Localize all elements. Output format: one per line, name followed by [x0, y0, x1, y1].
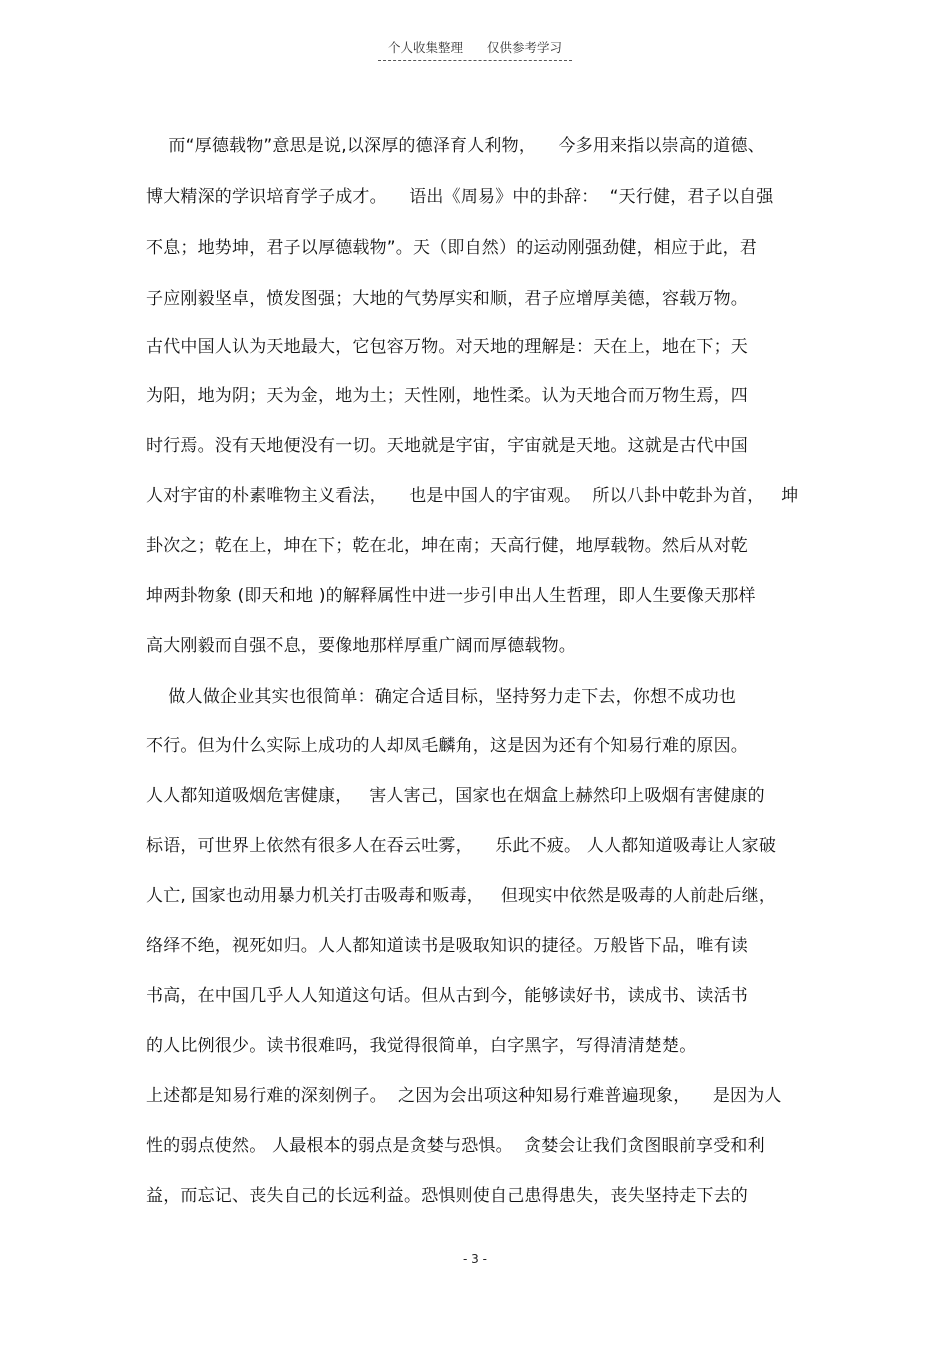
text-line: 做人做企业其实也很简单：确定合适目标，坚持努力走下去，你想不成功也: [146, 687, 737, 707]
text-line: 时行焉。没有天地便没有一切。天地就是宇宙，宇宙就是天地。这就是古代中国: [146, 436, 748, 456]
text-line: 坤两卦物象 (即天和地 )的解释属性中进一步引申出人生哲理，即人生要像天那样: [146, 586, 756, 606]
text-line: 的人比例很少。读书很难吗，我觉得很简单，白字黑字，写得清清楚楚。: [146, 1036, 697, 1056]
page-number: - 3 -: [463, 1252, 487, 1266]
text-line: 而“厚德载物”意思是说,以深厚的德泽育人利物， 今多用来指以崇高的道德、: [146, 136, 765, 156]
text-line: 不行。但为什么实际上成功的人却凤毛麟角，这是因为还有个知易行难的原因。: [146, 736, 748, 756]
header-right-text: 仅供参考学习: [486, 40, 562, 55]
page-header: [0, 38, 950, 61]
text-line: 益，而忘记、丧失自己的长远利益。恐惧则使自己患得患失，丧失坚持走下去的: [146, 1186, 748, 1206]
header-underline: [378, 38, 572, 61]
text-line: 人对宇宙的朴素唯物主义看法， 也是中国人的宇宙观。 所以八卦中乾卦为首， 坤: [146, 486, 799, 506]
text-line: 人亡, 国家也动用暴力机关打击吸毒和贩毒， 但现实中依然是吸毒的人前赴后继，: [146, 886, 777, 906]
text-line: 为阳，地为阴；天为金，地为土；天性刚，地性柔。认为天地合而万物生焉，四: [146, 386, 748, 406]
text-line: 博大精深的学识培育学子成才。 语出《周易》中的卦辞： “天行健，君子以自强: [146, 187, 774, 207]
text-line: 性的弱点使然。 人最根本的弱点是贪婪与恐惧。 贪婪会让我们贪图眼前享受和利: [146, 1136, 765, 1156]
text-line: 人人都知道吸烟危害健康， 害人害己，国家也在烟盒上赫然印上吸烟有害健康的: [146, 786, 765, 806]
text-line: 子应刚毅坚卓，愤发图强；大地的气势厚实和顺，君子应增厚美德，容载万物。: [146, 289, 748, 309]
text-line: 不息；地势坤，君子以厚德载物”。天（即自然）的运动刚强劲健，相应于此，君: [146, 238, 758, 258]
text-line: 古代中国人认为天地最大，它包容万物。对天地的理解是：天在上，地在下；天: [146, 337, 748, 357]
text-line: 高大刚毅而自强不息，要像地那样厚重广阔而厚德载物。: [146, 636, 576, 656]
text-line: 标语，可世界上依然有很多人在吞云吐雾， 乐此不疲。 人人都知道吸毒让人家破: [146, 836, 777, 856]
header-left-text: 个人收集整理: [387, 40, 463, 55]
text-line: 书高，在中国几乎人人知道这句话。但从古到今，能够读好书，读成书、读活书: [146, 986, 748, 1006]
text-line: 卦次之；乾在上，坤在下；乾在北，坤在南；天高行健，地厚载物。然后从对乾: [146, 536, 748, 556]
text-line: 上述都是知易行难的深刻例子。 之因为会出项这种知易行难普遍现象， 是因为人: [146, 1086, 782, 1106]
text-line: 络绎不绝，视死如归。人人都知道读书是吸取知识的捷径。万般皆下品，唯有读: [146, 936, 748, 956]
